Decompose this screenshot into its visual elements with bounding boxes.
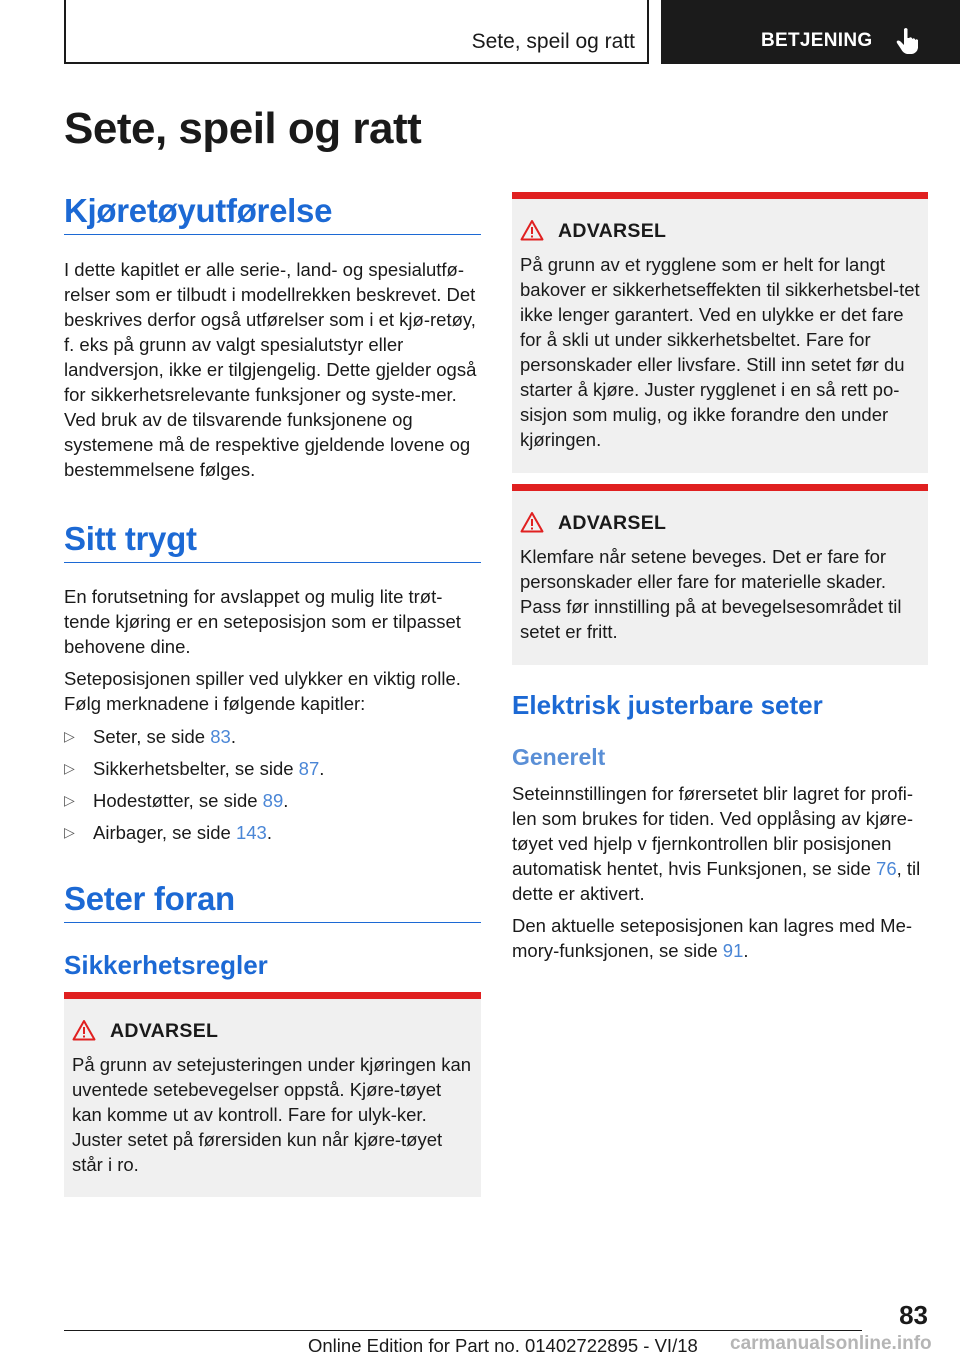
warning-box [64,992,481,1197]
warning-box [512,484,928,665]
paragraph-sitt-trygt-2: Seteposisjonen spiller ved ulykker en viktig rolle. Følg merknadene i følgende kapitler: [64,668,461,714]
heading-generelt: Generelt [512,744,606,770]
paragraph-sitt-trygt-1: En forutsetning for avslappet og mulig lite trøt-tende kjøring er en seteposisjon som er tilpasset behovene dine. [64,586,461,657]
page-link[interactable]: 91 [722,940,744,961]
page-link[interactable]: 83 [210,726,231,747]
bullet-triangle-icon: ▷ [64,760,75,776]
warning-title: ADVARSEL [558,512,667,534]
warning-title: ADVARSEL [110,1020,219,1042]
warning-triangle-icon [72,1019,96,1041]
warning-box [512,192,928,473]
bullet-triangle-icon: ▷ [64,824,75,840]
warning-text: På grunn av et rygglene som er helt for langt bakover er sikkerhetseffekten til sikkerhetsbel-tet ikke lenger garantert. Ved en ulykke er det fare for å skli ut under sikkerhetsbeltet. Fare for personskader eller livsfare. Still inn setet før du starter å kjøre. Juster rygglenet i en så rett po-sisjon som mulig, og ikke forandre den under kjøringen. [520,254,920,450]
page-link[interactable]: 87 [298,758,320,779]
header-section-label: BETJENING [761,30,873,51]
pointing-hand-icon [895,27,921,55]
heading-sitt-trygt: Sitt trygt [64,520,481,563]
page-title: Sete, speil og ratt [64,104,422,153]
header-chapter-title: Sete, speil og ratt [471,30,635,53]
bullet-triangle-icon: ▷ [64,792,75,808]
heading-seter-foran: Seter foran [64,880,481,923]
warning-triangle-icon [520,511,544,533]
heading-elektrisk-justerbare-seter: Elektrisk justerbare seter [512,690,823,720]
warning-text: På grunn av setejusteringen under kjøringen kan uventede setebevegelser oppstå. Kjøre-tøyet kan komme ut av kontroll. Fare for ulyk-ker. Juster setet på førersiden kun når kjøre-tøyet står i ro. [72,1054,472,1175]
footer-divider [64,1330,862,1331]
page-number: 83 [899,1300,928,1330]
warning-title: ADVARSEL [558,220,667,242]
warning-text: Klemfare når setene beveges. Det er fare for personskader eller fare for materielle skader. Pass før innstilling på at bevegelsesområdet til setet er fritt. [520,546,902,642]
paragraph-generelt-2: Den aktuelle seteposisjonen kan lagres med Me-mory-funksjonen, se side 91. [512,915,913,961]
header-chapter-box [64,0,649,64]
paragraph-generelt-1: Seteinnstillingen for førersetet blir lagret for profi-len som brukes for tiden. Ved opplåsing av kjøre-tøyet ved hjelp v fjernkontrollen blir posisjonen automatisk hentet, hvis Funksjonen, se side 76, til dette er aktivert. [512,783,921,904]
page-link[interactable]: 89 [262,790,284,811]
warning-triangle-icon [520,219,544,241]
heading-sikkerhetsregler: Sikkerhetsregler [64,950,268,980]
page-link[interactable]: 143 [235,822,267,843]
paragraph-kjoretoyutforelse: I dette kapitlet er alle serie-, land- og spesialutfø-relser som er tilbudt i modellrekken beskrevet. Det beskrives derfor også utførelser som i et kjø-retøy, f. eks på grunn av valgt spesialutstyr eller landversjon, ikke er tilgjengelig. Dette gjelder også for sikkerhetsrelevante funksjoner og syste-mer. Ved bruk av de tilsvarende funksjonene og systemene må de respektive gjeldende lovene og bestemmelsene følges. [64,259,477,480]
watermark: carmanualsonline.info [730,1333,932,1354]
header-section-box [661,0,960,64]
heading-kjoretoyutforelse: Kjøretøyutførelse [64,192,481,235]
footer-edition: Online Edition for Part no. 01402722895 - VI/18 [308,1335,698,1356]
page-link[interactable]: 76 [876,858,897,879]
bullet-triangle-icon: ▷ [64,728,75,744]
